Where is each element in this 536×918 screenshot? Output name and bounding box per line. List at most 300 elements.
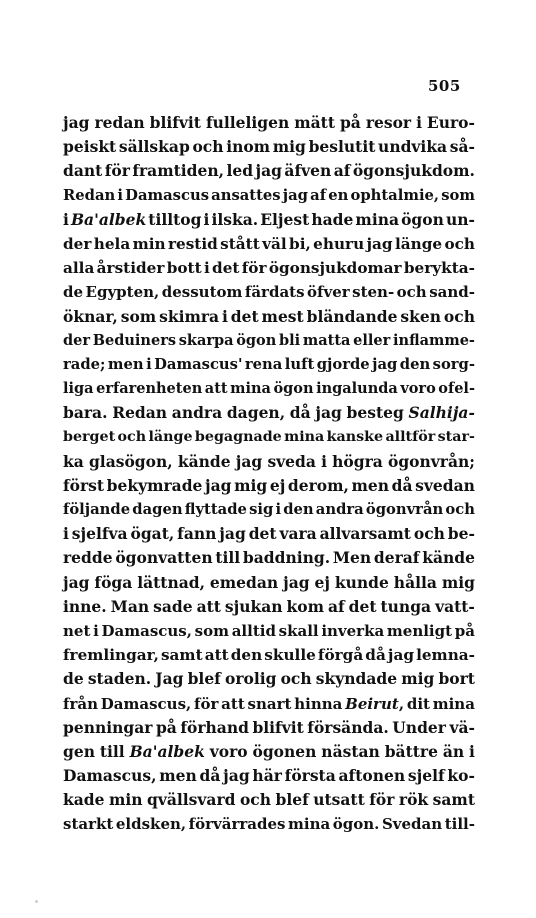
word: dagen, (226, 403, 286, 423)
word: be- (447, 524, 475, 544)
word: ko- (447, 766, 475, 786)
word: inflamme- (393, 331, 475, 349)
word: ögonsjukdom. (352, 161, 475, 181)
text-line (63, 329, 475, 353)
word: sjelf (407, 766, 445, 786)
word: mätt (294, 113, 335, 132)
word: rök (398, 790, 429, 810)
word: mig (401, 669, 435, 689)
word: inom (226, 137, 271, 157)
word: sten- (352, 283, 395, 302)
text-line-words (63, 305, 475, 329)
text-line (63, 135, 475, 159)
word: andra (315, 501, 364, 518)
word: baddning. (242, 548, 331, 568)
word: och (443, 306, 475, 326)
word: Damascus, (101, 621, 192, 640)
word: öfver (307, 283, 350, 302)
word: i (203, 209, 210, 229)
word: först (63, 475, 105, 495)
word: kom (286, 596, 325, 616)
word: blef (275, 790, 309, 810)
word: berget (63, 429, 116, 446)
word: Redan (63, 186, 116, 204)
word: då (199, 766, 221, 786)
word: der (63, 234, 92, 253)
word: blef (187, 669, 221, 689)
word: kanske (326, 429, 384, 446)
word: min (108, 790, 143, 810)
word: blifvit (252, 717, 304, 737)
word: vatt- (435, 596, 475, 616)
text-line-words (63, 667, 475, 691)
word: jag (223, 766, 250, 786)
word: inne. (63, 596, 107, 616)
text-line (63, 208, 475, 232)
word: jag (235, 451, 263, 471)
word: tunga (380, 596, 432, 616)
word: årstider (96, 259, 165, 278)
word: dagen (132, 501, 183, 518)
text-line (63, 812, 475, 836)
word: mina (355, 209, 400, 229)
word: i (321, 451, 327, 471)
word: det (248, 524, 277, 544)
word: bländande (306, 306, 398, 326)
word: jag (315, 403, 342, 423)
word: flyttade (184, 501, 247, 518)
word: i (63, 524, 69, 544)
word: jag (219, 524, 246, 544)
text-line-words (63, 764, 475, 788)
word: Damascus, (63, 766, 157, 786)
word: ophtalmie, (350, 186, 440, 204)
word: framtiden, (132, 161, 225, 181)
text-line (63, 256, 475, 280)
text-line-words (63, 401, 475, 425)
word: till (215, 548, 241, 568)
word: liga (63, 380, 94, 398)
word: bekymrade (106, 475, 203, 495)
word: det (348, 596, 377, 616)
text-line (63, 498, 475, 522)
word: alltför (385, 429, 436, 446)
text-line (63, 232, 475, 256)
word: jag (366, 234, 393, 253)
text-line-words (63, 716, 475, 740)
text-line (63, 377, 475, 401)
word: jag (372, 355, 398, 373)
word: sorg- (432, 355, 475, 373)
word: der (63, 331, 91, 349)
word: till- (444, 815, 475, 834)
word: det (212, 259, 240, 278)
word: ögon. (332, 815, 380, 834)
word: skimra (159, 306, 220, 326)
word: alla (63, 259, 95, 278)
word: ögonvrån (365, 501, 444, 518)
word: min (132, 234, 166, 253)
body-text (63, 111, 475, 837)
word: försända. (307, 717, 389, 737)
word: att (221, 694, 245, 713)
word: un- (445, 209, 475, 229)
word: begagnade (194, 429, 282, 446)
word: förgå (317, 646, 364, 665)
text-line (63, 111, 475, 135)
word: voro (400, 380, 436, 398)
word: led (226, 161, 254, 181)
word: som (120, 306, 157, 326)
word: staden. (87, 669, 152, 689)
word: fann (177, 524, 217, 544)
word: sveda (267, 451, 316, 471)
word: jag (205, 475, 232, 495)
word: än (442, 741, 465, 761)
word: sade (153, 596, 193, 616)
text-line-words (63, 643, 475, 667)
word: kade (63, 790, 105, 810)
word: så- (449, 137, 475, 157)
text-line-words (63, 135, 475, 159)
word: länge (394, 234, 443, 253)
word: hålla (393, 572, 437, 592)
word: Damascus' (154, 355, 243, 373)
word: redde (63, 548, 113, 568)
word: mig (441, 572, 475, 592)
word: beslutit (308, 137, 376, 157)
word: och (280, 669, 312, 689)
word: den (283, 501, 314, 518)
word: resor (365, 113, 412, 132)
word: andra (171, 403, 223, 423)
word: och (239, 790, 271, 810)
word: men (107, 355, 144, 373)
word: i (63, 209, 69, 229)
word: mina (288, 815, 331, 834)
word: ej (269, 475, 286, 495)
word: och (445, 501, 475, 518)
word: luft (284, 355, 315, 373)
word: dit (406, 694, 430, 713)
word: blifvit (149, 113, 201, 132)
word: de (63, 669, 84, 689)
word: rena (244, 355, 283, 373)
word: sig (249, 501, 274, 518)
word: mest (261, 306, 304, 326)
paper-speck (35, 900, 38, 903)
word: af (333, 161, 351, 181)
word: som (194, 621, 229, 640)
word: bättre (384, 741, 438, 761)
word: Beduiners (92, 331, 176, 349)
word: lättnad, (137, 572, 206, 592)
word: då (289, 403, 311, 423)
word: då (365, 646, 386, 665)
word: dessutom (161, 283, 243, 302)
word: färdats (244, 283, 305, 302)
word: i (117, 186, 124, 204)
word: Man (110, 596, 150, 616)
word: det (230, 306, 259, 326)
word: redan (94, 113, 145, 132)
word: Egypten, (85, 283, 160, 302)
word: eller (353, 331, 391, 349)
word: fremlingar, (63, 646, 159, 665)
word: alltid (231, 621, 276, 640)
text-line (63, 619, 475, 643)
word: en (328, 186, 349, 204)
word: på (155, 717, 177, 737)
word: star- (437, 429, 475, 446)
word: fulleligen (205, 113, 290, 132)
word: stått (220, 234, 260, 253)
text-line-words (63, 812, 475, 836)
word: hinna (294, 694, 343, 713)
text-line-words (63, 740, 475, 764)
word: i (221, 306, 228, 326)
word: och (396, 283, 427, 302)
word: mig (234, 475, 268, 495)
word: inverka (321, 621, 385, 640)
word: jag (283, 572, 310, 592)
word: ögonvrån; (387, 451, 475, 471)
text-line (63, 474, 475, 498)
word: jag (282, 186, 308, 204)
word: peiskt (63, 137, 117, 157)
text-line-words (63, 474, 475, 498)
word: bort (438, 669, 475, 689)
word: ansattes (211, 186, 281, 204)
word: deraf (373, 548, 420, 568)
word: den (230, 646, 263, 665)
word: men (159, 766, 197, 786)
word: erfarenheten (96, 380, 203, 398)
word: gen (63, 741, 95, 761)
word: rade; (63, 355, 106, 373)
word: ka (63, 451, 84, 471)
word: sken (400, 306, 442, 326)
text-line (63, 764, 475, 788)
word: svedan (415, 475, 475, 495)
word: och (413, 524, 445, 544)
word: af (327, 596, 345, 616)
word: gjorde (316, 355, 370, 373)
text-line (63, 425, 475, 449)
word: orolig (224, 669, 277, 689)
word: här (252, 766, 282, 786)
word: Redan (112, 403, 168, 423)
word: utsatt (313, 790, 365, 810)
text-line (63, 159, 475, 183)
text-line-words (63, 522, 475, 546)
text-line-words (63, 208, 475, 232)
word: samt (432, 790, 475, 810)
text-line-words (63, 111, 475, 135)
word: för (194, 694, 219, 713)
word: Men (332, 548, 372, 568)
word: glasögon, (88, 451, 173, 471)
word: menligt (386, 621, 453, 640)
word: ehuru (313, 234, 365, 253)
word: Jag (155, 669, 184, 689)
text-line-words (63, 377, 475, 401)
word: skulle (264, 646, 316, 665)
word: i (93, 621, 99, 640)
word: i (275, 501, 282, 518)
word: från (63, 694, 98, 713)
word: eldsken, (115, 815, 187, 834)
word: att (196, 596, 221, 616)
text-line (63, 571, 475, 595)
word: i (469, 741, 475, 761)
word: att (204, 380, 228, 398)
word: voro (209, 741, 248, 761)
word: net (63, 621, 91, 640)
word: derom, (287, 475, 349, 495)
word: den (399, 355, 431, 373)
word: och (444, 234, 475, 253)
word: matta (302, 331, 351, 349)
word: på (339, 113, 361, 132)
text-line (63, 788, 475, 812)
word: i (416, 113, 422, 132)
word: och (117, 429, 147, 446)
word: på (454, 621, 475, 640)
word: äfven (284, 161, 332, 181)
word: jag (63, 113, 90, 132)
word: jag (387, 646, 414, 665)
word: lemna- (416, 646, 475, 665)
word: nästan (321, 741, 380, 761)
word: mina (230, 380, 271, 398)
word: jag (255, 161, 282, 181)
text-line-words (63, 595, 475, 619)
word: ögon (236, 331, 277, 349)
word: samt (160, 646, 203, 665)
word: sällskap (118, 137, 190, 157)
word: Eljest (260, 209, 310, 229)
word: ingalunda (316, 380, 398, 398)
text-line-words (63, 498, 475, 522)
word: för (104, 161, 130, 181)
word: vä- (449, 717, 475, 737)
text-line (63, 353, 475, 377)
word: till (99, 741, 125, 761)
word: allvarsamt (319, 524, 411, 544)
word: hela (93, 234, 131, 253)
word: undvika (378, 137, 448, 157)
word: kunde (334, 572, 389, 592)
word: förvärrades (188, 815, 286, 834)
word: snart (247, 694, 292, 713)
word: af (310, 186, 327, 204)
text-line (63, 740, 475, 764)
text-line (63, 643, 475, 667)
text-line (63, 692, 475, 716)
text-line (63, 667, 475, 691)
word: aftonen (338, 766, 406, 786)
word: restid (167, 234, 218, 253)
text-line (63, 546, 475, 570)
text-line (63, 450, 475, 474)
word: skarpa (178, 331, 234, 349)
word: skyndade (315, 669, 398, 689)
word: ögonen (252, 741, 317, 761)
text-line-words (63, 788, 475, 812)
word: bott (166, 259, 202, 278)
word: att (204, 646, 229, 665)
word: vara (279, 524, 317, 544)
word: och (192, 137, 224, 157)
word: mig (272, 137, 306, 157)
text-line-words (63, 450, 475, 474)
word: dant (63, 161, 103, 181)
word: penningar (63, 717, 153, 737)
text-line-words (63, 619, 475, 643)
word: tilltog (148, 209, 202, 229)
word: i (203, 259, 210, 278)
text-line-words (63, 184, 475, 208)
word: ögat, (130, 524, 175, 544)
word: för (369, 790, 395, 810)
word: ögon (273, 380, 314, 398)
word: Ba'albek (129, 741, 205, 761)
text-line-words (63, 353, 475, 377)
word: länge (148, 429, 193, 446)
text-line (63, 716, 475, 740)
text-line (63, 522, 475, 546)
word: första (284, 766, 336, 786)
word: för (241, 259, 267, 278)
word: besteg (346, 403, 404, 423)
word: mina (284, 429, 325, 446)
text-line-words (63, 256, 475, 280)
word: bi, (289, 234, 311, 253)
word: qvällsvard (147, 790, 236, 810)
word: ögonvatten (115, 548, 213, 568)
word: Euro- (426, 113, 475, 132)
text-line-words (63, 232, 475, 256)
word: ofel- (438, 380, 475, 398)
word: som (441, 186, 475, 204)
text-line-words (63, 280, 475, 304)
word: Under (392, 717, 446, 737)
word: hade (311, 209, 354, 229)
word: berykta- (403, 259, 475, 278)
word: sjukan (224, 596, 283, 616)
word: Svedan (381, 815, 443, 834)
word: ej (314, 572, 330, 592)
text-line-words (63, 425, 475, 449)
text-line (63, 305, 475, 329)
word: väl (262, 234, 287, 253)
word: kände (422, 548, 475, 568)
word: sand- (429, 283, 475, 302)
word: Beirut, (345, 694, 405, 713)
word: de (63, 283, 84, 302)
word: sjelfva (71, 524, 128, 544)
text-line-words (63, 159, 475, 183)
word: följande (63, 501, 131, 518)
text-line-words (63, 571, 475, 595)
word: men (351, 475, 390, 495)
word: ögon (401, 209, 444, 229)
word: Damascus (125, 186, 209, 204)
word: Salhija- (408, 403, 475, 423)
word: ilska. (211, 209, 259, 229)
page-number: 505 (428, 77, 461, 95)
